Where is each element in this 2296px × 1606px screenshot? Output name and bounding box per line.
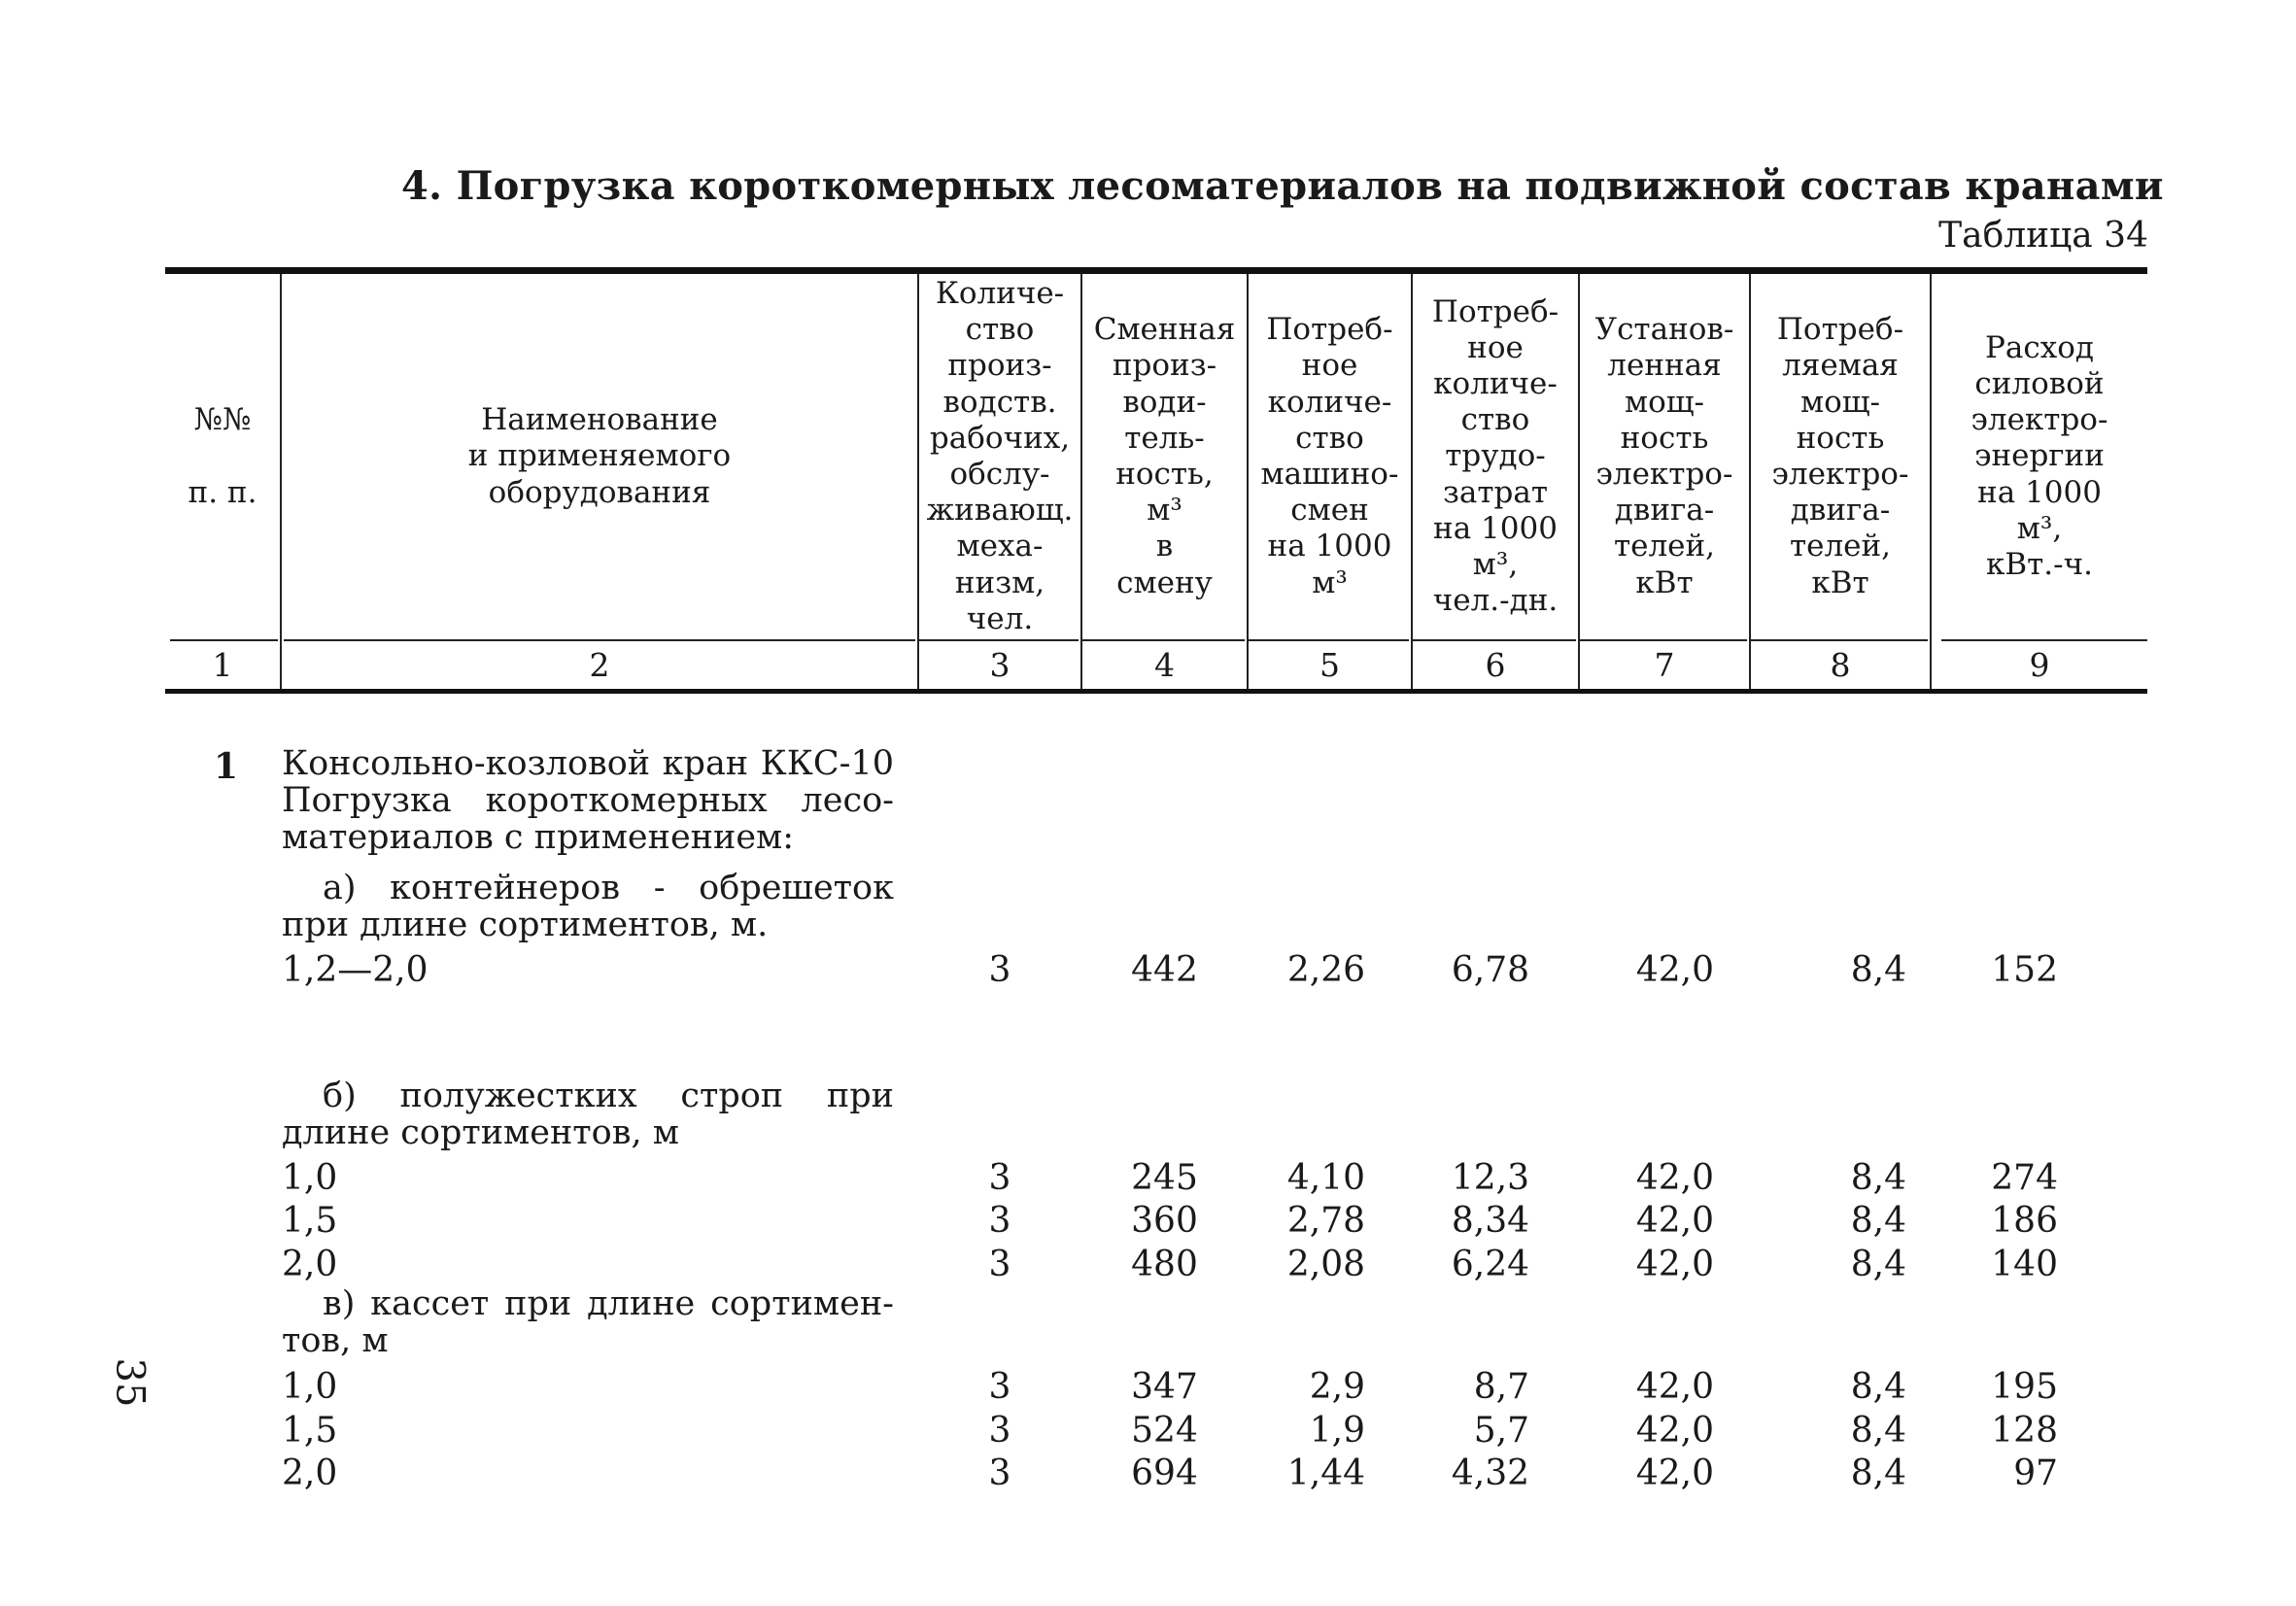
column-number: 6 <box>1485 646 1506 684</box>
table-cell-installed-power: 42,0 <box>1635 1367 1714 1407</box>
table-cell-output: 347 <box>1131 1367 1198 1407</box>
header-cell-machine-shifts: Потреб- ное количе- ство машино- смен на 1000 м³ <box>1260 312 1399 600</box>
table-cell-energy: 195 <box>1991 1367 2058 1407</box>
header-cell-consumed-power: Потреб- ляемая мощ- ность электро- двига- телей, кВт <box>1771 312 1909 600</box>
table-cell-output: 524 <box>1131 1411 1198 1451</box>
table-cell-length: 2,0 <box>282 1453 338 1493</box>
column-number: 2 <box>589 646 610 684</box>
header-cell-installed-power: Установ- ленная мощ- ность электро- двига- телей, кВт <box>1594 312 1734 600</box>
table-cell-labor: 5,7 <box>1473 1411 1529 1451</box>
item-number: 1 <box>214 746 239 787</box>
table-cell-installed-power: 42,0 <box>1635 1411 1714 1451</box>
table-cell-installed-power: 42,0 <box>1635 1453 1714 1493</box>
table-cell-labor: 6,78 <box>1451 950 1529 990</box>
header-bottom-rule <box>165 689 2147 694</box>
table-cell-length: 1,0 <box>282 1158 338 1198</box>
column-number: 3 <box>989 646 1011 684</box>
table-cell-length: 1,0 <box>282 1367 338 1407</box>
column-number: 5 <box>1319 646 1340 684</box>
table-cell-labor: 8,7 <box>1473 1367 1529 1407</box>
table-cell-consumed-power: 8,4 <box>1850 1158 1906 1198</box>
table-cell-length: 1,5 <box>282 1411 338 1451</box>
subsection-label: в) кассет при длине сортимен-тов, м <box>282 1284 894 1360</box>
table-cell-consumed-power: 8,4 <box>1850 1367 1906 1407</box>
table-cell-energy: 128 <box>1991 1411 2058 1451</box>
table-cell-labor: 4,32 <box>1451 1453 1529 1493</box>
table-cell-output: 245 <box>1131 1158 1198 1198</box>
table-cell-consumed-power: 8,4 <box>1850 1453 1906 1493</box>
page-title: 4. Погрузка короткомерных лесоматериалов на подвижной состав кранами <box>401 163 2164 209</box>
page-number: 35 <box>107 1357 153 1408</box>
item-title: Консольно-козловой кран ККС-10 Погрузка короткомерных лесо-материалов с применением: <box>282 744 894 857</box>
table-cell-workers: 3 <box>988 950 1011 990</box>
table-cell-machine-shifts: 2,26 <box>1286 950 1365 990</box>
table-cell-workers: 3 <box>988 1411 1011 1451</box>
table-cell-installed-power: 42,0 <box>1635 1201 1714 1241</box>
table-cell-workers: 3 <box>988 1201 1011 1241</box>
table-cell-length: 2,0 <box>282 1245 338 1284</box>
table-top-rule <box>165 267 2147 274</box>
table-cell-labor: 6,24 <box>1451 1245 1529 1284</box>
table-cell-machine-shifts: 1,44 <box>1286 1453 1365 1493</box>
table-label: Таблица 34 <box>1938 216 2148 256</box>
header-cell-name: Наименование и применяемого оборудования <box>467 402 732 510</box>
table-cell-output: 442 <box>1131 950 1198 990</box>
table-cell-energy: 140 <box>1991 1245 2058 1284</box>
header-cell-labor: Потреб- ное количе- ство трудо- затрат на 1000 м³, чел.-дн. <box>1431 293 1559 619</box>
table-cell-workers: 3 <box>988 1245 1011 1284</box>
table-cell-length: 1,2—2,0 <box>282 950 428 990</box>
subsection-label: а) контейнеров - обрешеток при длине сортиментов, м. <box>282 869 894 944</box>
table-cell-output: 694 <box>1131 1453 1198 1493</box>
table-cell-machine-shifts: 2,78 <box>1286 1201 1365 1241</box>
table-cell-consumed-power: 8,4 <box>1850 950 1906 990</box>
subsection-label: б) полужестких строп при длине сортиментов, м <box>282 1076 894 1152</box>
column-number: 8 <box>1830 646 1851 684</box>
table-cell-machine-shifts: 2,08 <box>1286 1245 1365 1284</box>
table-cell-energy: 274 <box>1991 1158 2058 1198</box>
table-cell-workers: 3 <box>988 1367 1011 1407</box>
table-cell-energy: 186 <box>1991 1201 2058 1241</box>
column-number: 9 <box>2029 646 2050 684</box>
header-cell-number: №№ п. п. <box>188 402 257 510</box>
table-cell-energy: 97 <box>2013 1453 2058 1493</box>
table-cell-machine-shifts: 1,9 <box>1309 1411 1365 1451</box>
column-number: 1 <box>212 646 233 684</box>
header-cell-output: Сменная произ- води- тель- ность, м³ в смену <box>1093 312 1236 600</box>
table-cell-consumed-power: 8,4 <box>1850 1201 1906 1241</box>
table-cell-workers: 3 <box>988 1158 1011 1198</box>
column-number: 4 <box>1154 646 1175 684</box>
table-cell-consumed-power: 8,4 <box>1850 1245 1906 1284</box>
table-cell-energy: 152 <box>1991 950 2058 990</box>
table-cell-machine-shifts: 4,10 <box>1286 1158 1365 1198</box>
table-cell-machine-shifts: 2,9 <box>1309 1367 1365 1407</box>
table-cell-labor: 12,3 <box>1451 1158 1529 1198</box>
table-cell-workers: 3 <box>988 1453 1011 1493</box>
header-cell-workers: Количе- ство произ- водств. рабочих, обслу- живающ. меха- низм, чел. <box>926 276 1074 636</box>
table-cell-output: 480 <box>1131 1245 1198 1284</box>
table-cell-output: 360 <box>1131 1201 1198 1241</box>
table-cell-installed-power: 42,0 <box>1635 1158 1714 1198</box>
table-cell-labor: 8,34 <box>1451 1201 1529 1241</box>
table-cell-installed-power: 42,0 <box>1635 1245 1714 1284</box>
table-cell-installed-power: 42,0 <box>1635 950 1714 990</box>
table-cell-length: 1,5 <box>282 1201 338 1241</box>
table-cell-consumed-power: 8,4 <box>1850 1411 1906 1451</box>
column-number: 7 <box>1654 646 1675 684</box>
header-cell-energy: Расход силовой электро- энергии на 1000 м³, кВт.-ч. <box>1970 329 2108 582</box>
